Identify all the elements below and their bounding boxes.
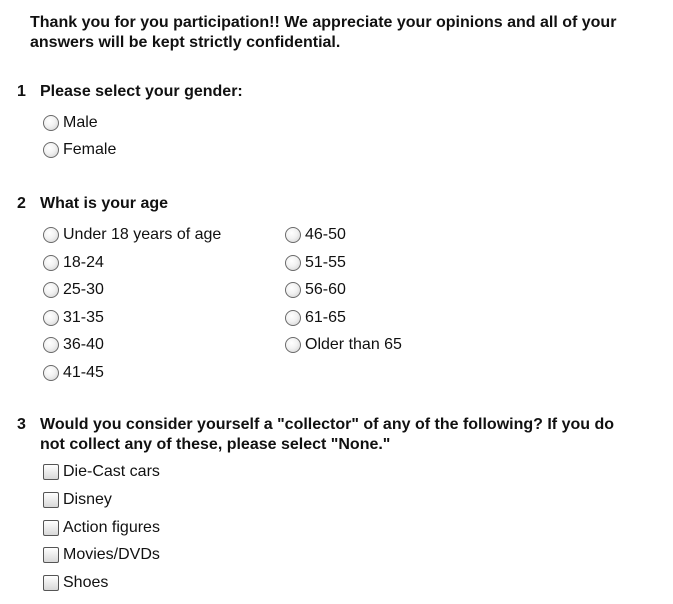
question-1-header <box>17 82 637 102</box>
option-label: Die-Cast cars <box>63 463 160 480</box>
option-label: 61-65 <box>305 309 346 326</box>
radio-button[interactable] <box>285 337 301 353</box>
radio-button[interactable] <box>285 282 301 298</box>
collector-option-movies-dvds[interactable] <box>43 544 160 566</box>
age-option-under-18[interactable] <box>43 224 221 246</box>
age-option-61-65[interactable] <box>285 307 346 329</box>
question-3-text: Would you consider yourself a "collector" of any of the following? If you do not collect any of these, please select "None." <box>40 416 615 453</box>
option-label: 36-40 <box>63 336 104 353</box>
collector-option-shoes[interactable] <box>43 572 108 594</box>
checkbox[interactable] <box>43 492 59 508</box>
option-label: Action figures <box>63 519 160 536</box>
intro-text: Thank you for you participation!! We appreciate your opinions and all of your answers will be kept strictly confidential. <box>30 14 617 51</box>
checkbox[interactable] <box>43 464 59 480</box>
option-label: 56-60 <box>305 281 346 298</box>
option-label: 18-24 <box>63 254 104 271</box>
question-2-text: What is your age <box>40 195 169 212</box>
radio-button[interactable] <box>43 255 59 271</box>
option-label: 46-50 <box>305 226 346 243</box>
collector-option-action-figures[interactable] <box>43 517 160 539</box>
option-label: 41-45 <box>63 364 104 381</box>
age-options <box>43 214 637 384</box>
radio-button[interactable] <box>43 227 59 243</box>
radio-button[interactable] <box>43 282 59 298</box>
question-3-header <box>17 415 637 455</box>
radio-button[interactable] <box>43 365 59 381</box>
radio-button[interactable] <box>43 115 59 131</box>
radio-button[interactable] <box>285 227 301 243</box>
option-label: Movies/DVDs <box>63 546 160 563</box>
collector-option-die-cast-cars[interactable] <box>43 461 160 483</box>
option-label: 25-30 <box>63 281 104 298</box>
option-label: 51-55 <box>305 254 346 271</box>
collector-option-disney[interactable] <box>43 489 112 511</box>
question-2-number: 2 <box>17 195 26 212</box>
question-3 <box>17 415 637 595</box>
question-1 <box>17 82 637 162</box>
age-option-41-45[interactable] <box>43 362 104 384</box>
age-option-25-30[interactable] <box>43 279 104 301</box>
question-2 <box>17 194 637 384</box>
radio-button[interactable] <box>43 337 59 353</box>
radio-button[interactable] <box>43 310 59 326</box>
gender-option-male[interactable] <box>43 112 98 134</box>
option-label: Shoes <box>63 574 109 591</box>
radio-button[interactable] <box>285 255 301 271</box>
gender-options <box>43 102 637 162</box>
age-option-36-40[interactable] <box>43 334 104 356</box>
age-option-56-60[interactable] <box>285 279 346 301</box>
question-2-header <box>17 194 637 214</box>
question-1-number: 1 <box>17 83 26 100</box>
option-label: Under 18 years of age <box>63 226 222 243</box>
option-label: Older than 65 <box>305 336 402 353</box>
checkbox[interactable] <box>43 575 59 591</box>
gender-option-female[interactable] <box>43 139 116 161</box>
option-label: Male <box>63 114 98 131</box>
collector-options <box>43 455 637 595</box>
age-option-older-than-65[interactable] <box>285 334 402 356</box>
checkbox[interactable] <box>43 547 59 563</box>
age-option-46-50[interactable] <box>285 224 346 246</box>
option-label: Disney <box>63 491 112 508</box>
radio-button[interactable] <box>43 142 59 158</box>
question-3-number: 3 <box>17 416 26 433</box>
checkbox[interactable] <box>43 520 59 536</box>
question-1-text: Please select your gender: <box>40 83 243 100</box>
radio-button[interactable] <box>285 310 301 326</box>
option-label: 31-35 <box>63 309 104 326</box>
age-option-18-24[interactable] <box>43 252 104 274</box>
option-label: Female <box>63 141 117 158</box>
age-option-51-55[interactable] <box>285 252 346 274</box>
age-option-31-35[interactable] <box>43 307 104 329</box>
